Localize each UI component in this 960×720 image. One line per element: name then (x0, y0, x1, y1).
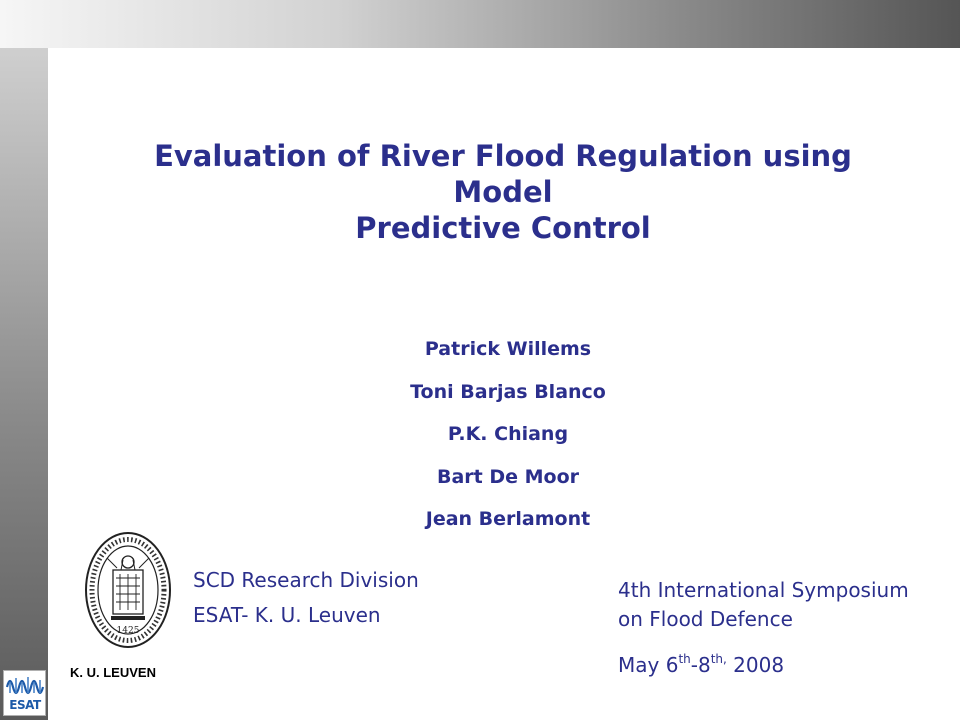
title-line-2: Predictive Control (355, 211, 651, 245)
affiliation-line-1: SCD Research Division (193, 568, 419, 592)
seal-year: 1425 (116, 626, 140, 636)
slide-title (108, 138, 898, 246)
esat-logo (3, 670, 46, 716)
author-list (308, 336, 708, 549)
author-1: Patrick Willems (424, 338, 592, 360)
esat-text: ESAT (9, 698, 41, 712)
slide-content (48, 48, 960, 720)
date-dash: -8 (690, 653, 711, 677)
author-2: Toni Barjas Blanco (410, 380, 606, 403)
university-label: K. U. LEUVEN (70, 665, 156, 680)
affiliation (193, 566, 419, 636)
symposium-info (618, 576, 909, 680)
symposium-line-1: 4th International Symposium (618, 578, 909, 602)
date-may: May 6 (618, 653, 679, 677)
esat-wave-icon (6, 673, 44, 697)
date-year: 2008 (726, 653, 785, 677)
left-gradient-band (0, 48, 48, 720)
affiliation-line-2: ESAT- K. U. Leuven (193, 603, 381, 627)
author-5: Jean Berlamont (425, 508, 591, 530)
date-sup-1: th (678, 652, 691, 666)
symposium-line-2: on Flood Defence (618, 607, 793, 631)
author-4: Bart De Moor (436, 465, 580, 488)
university-seal-icon (83, 530, 173, 650)
date-sup-2: th, (710, 652, 727, 666)
title-line-1: Evaluation of River Flood Regulation using Model (154, 139, 852, 209)
author-3: P.K. Chiang (447, 423, 569, 445)
symposium-date (618, 644, 909, 680)
